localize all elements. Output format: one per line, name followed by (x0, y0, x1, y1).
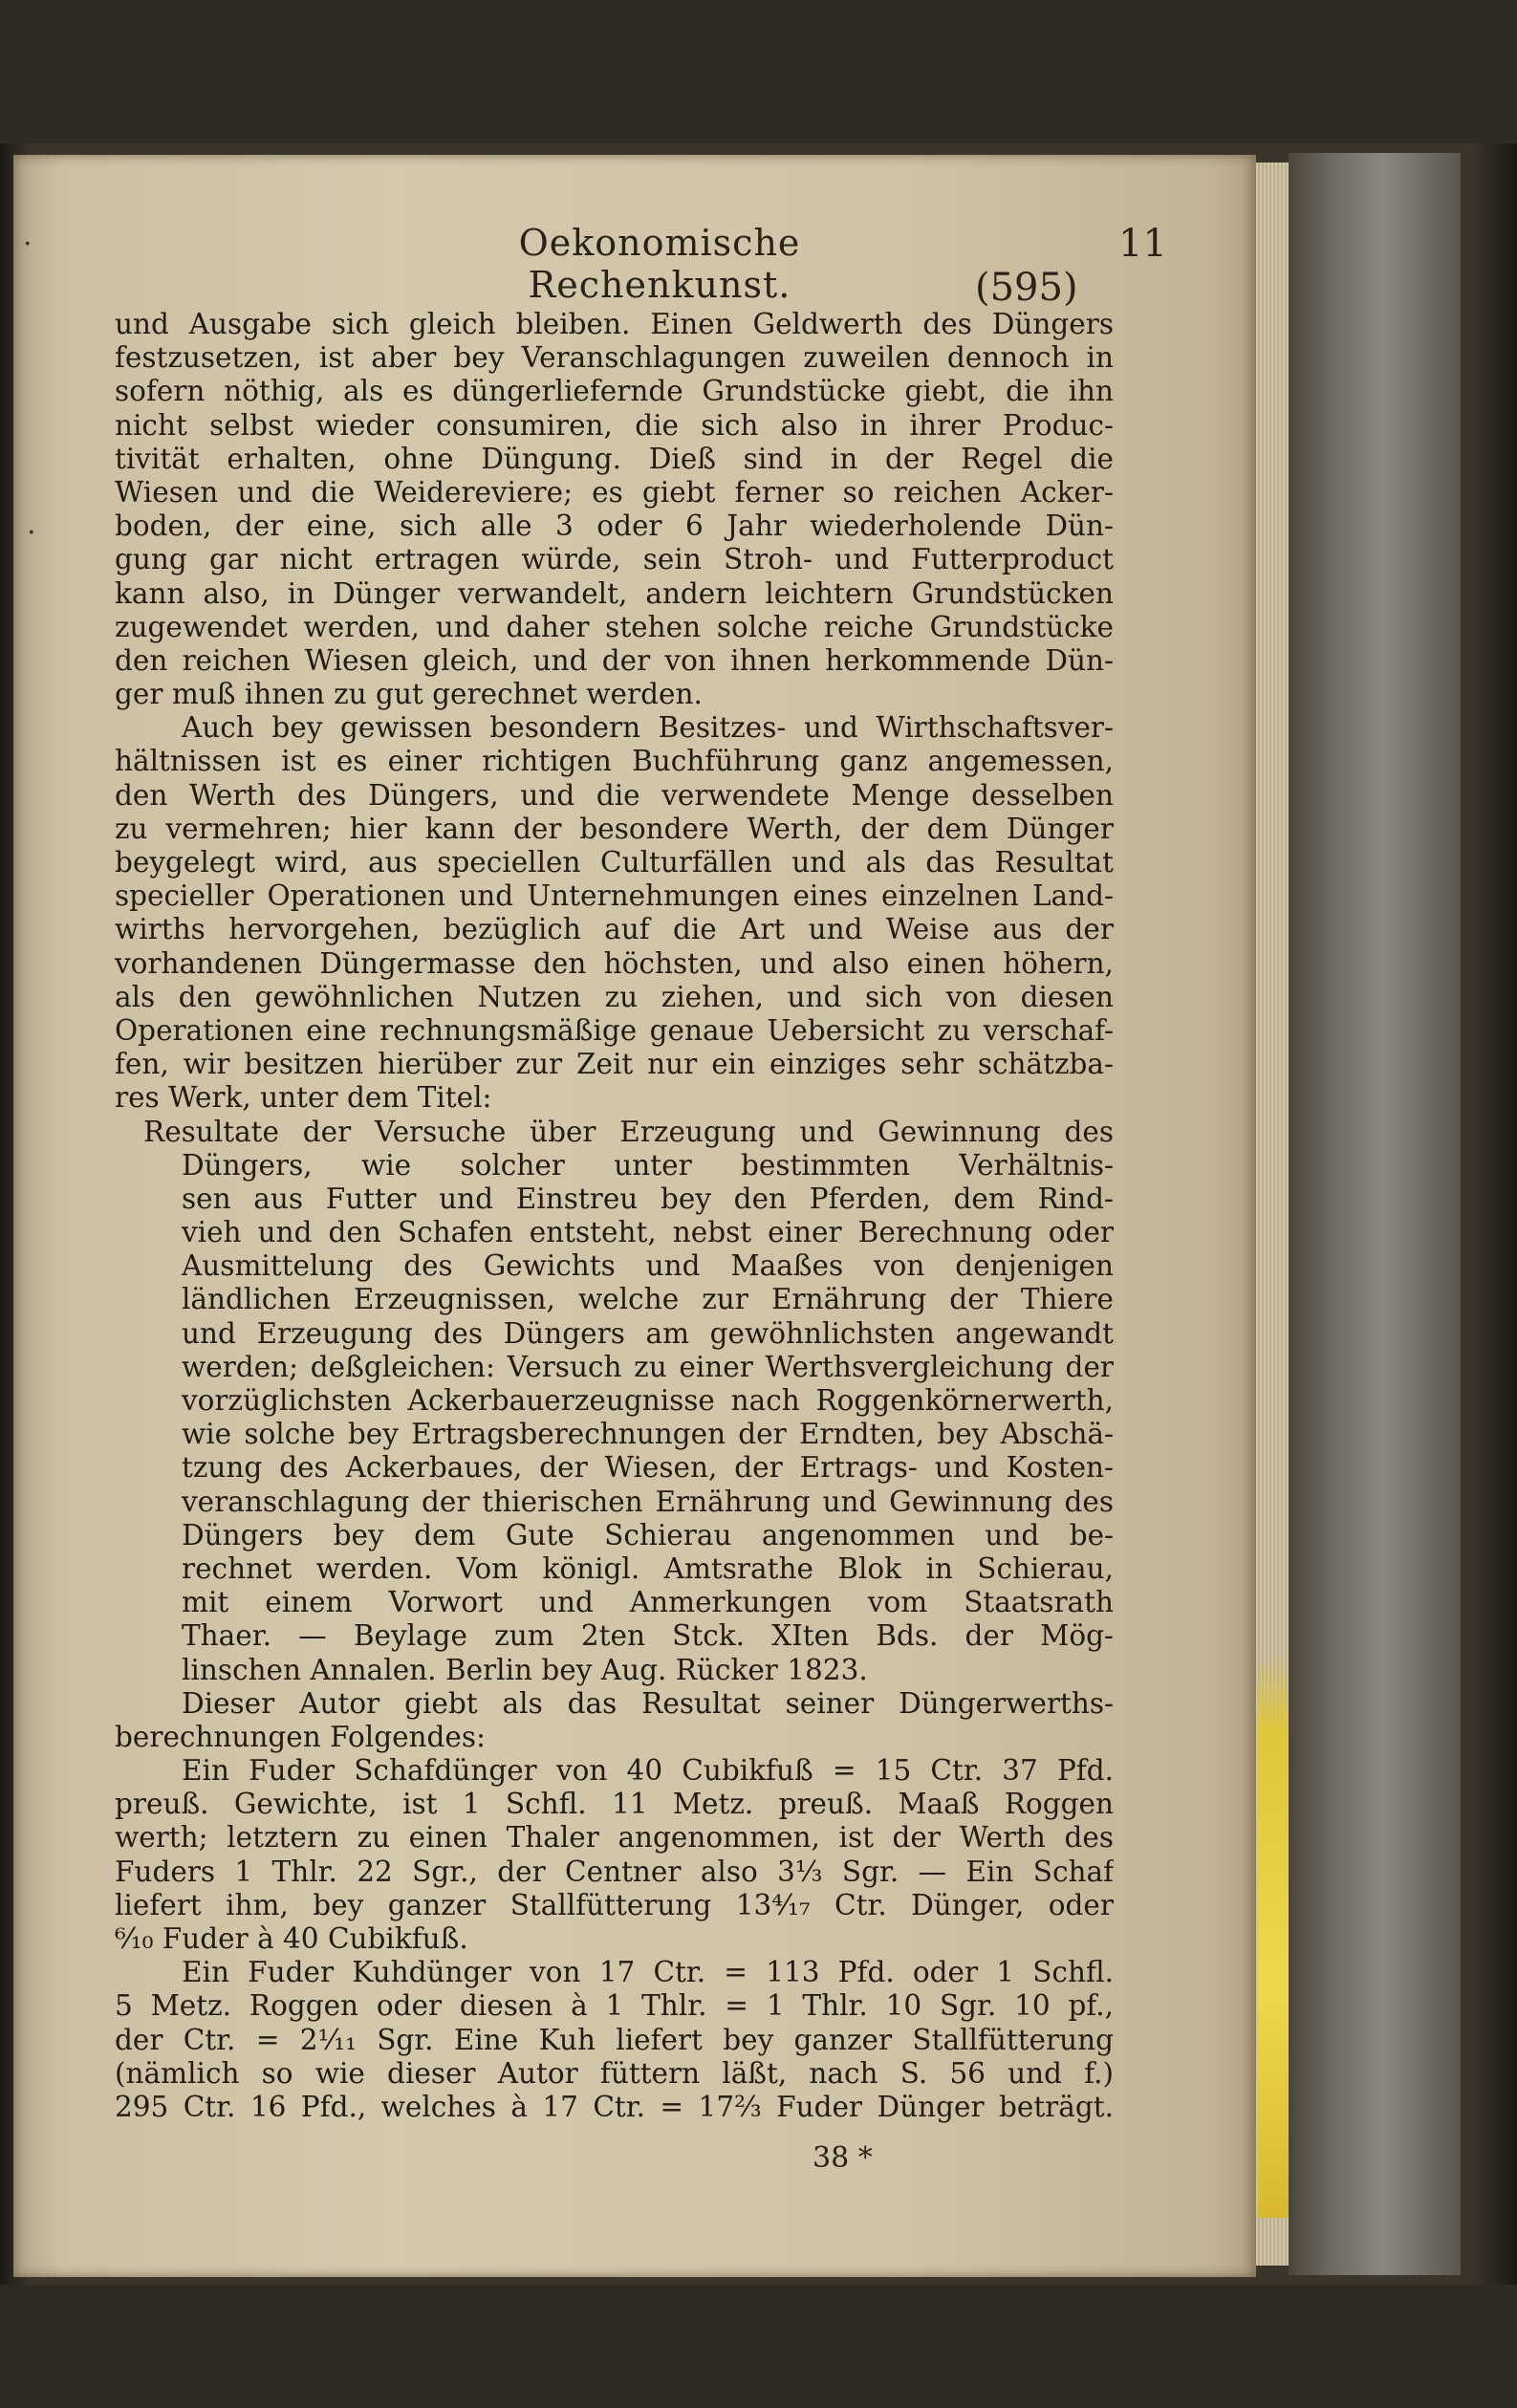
book-title-line: werden; deßgleichen: Versuch zu einer Werthsvergleichung der (182, 1350, 1114, 1383)
book-title-line: rechnet werden. Vom königl. Amtsrathe Blok in Schierau, (182, 1551, 1114, 1585)
text-line: Operationen eine rechnungsmäßige genaue Uebersicht zu verschaf- (115, 1013, 1114, 1047)
book-title-line: veranschlagung der thierischen Ernährung und Gewinnung des (182, 1485, 1114, 1518)
book-title-line: vieh und den Schafen entsteht, nebst einer Berechnung oder (182, 1216, 1114, 1249)
text-line: boden, der eine, sich alle 3 oder 6 Jahr wiederholende Dün- (115, 510, 1114, 543)
book-title-line: Düngers, wie solcher unter bestimmten Verhältnis- (182, 1148, 1114, 1182)
text-line: preuß. Gewichte, ist 1 Schfl. 11 Metz. preuß. Maaß Roggen (115, 1788, 1114, 1821)
text-line: den Werth des Düngers, und die verwendete Menge desselben (115, 778, 1114, 812)
text-line: festzusetzen, ist aber bey Veranschlagungen zuweilen dennoch in (115, 341, 1114, 375)
text-line: vorhandenen Düngermasse den höchsten, und also einen höhern, (115, 946, 1114, 980)
book-title-line: und Erzeugung des Düngers am gewöhnlichsten angewandt (182, 1316, 1114, 1350)
book-title-line: linschen Annalen. Berlin bey Aug. Rücker 1823. (182, 1653, 868, 1686)
text-line: Wiesen und die Weidereviere; es giebt ferner so reichen Acker- (115, 475, 1114, 509)
text-line: Ein Fuder Kuhdünger von 17 Ctr. = 113 Pfd. oder 1 Schfl. (182, 1956, 1114, 1989)
book-title-line: ländlichen Erzeugnissen, welche zur Ernährung der Thiere (182, 1283, 1114, 1316)
text-line: liefert ihm, bey ganzer Stallfütterung 13⁴⁄₁₇ Ctr. Dünger, oder (115, 1888, 1114, 1921)
text-line: wirths hervorgehen, bezüglich auf die Art und Weise aus der (115, 913, 1114, 946)
book-title-line: tzung des Ackerbaues, der Wiesen, der Ertrags- und Kosten- (182, 1451, 1114, 1485)
text-line: nicht selbst wieder consumiren, die sich also in ihrer Produc- (115, 408, 1114, 442)
signature-mark: 38 * (813, 2141, 873, 2175)
text-line: kann also, in Dünger verwandelt, andern leichtern Grundstücken (115, 576, 1114, 610)
text-line: specieller Operationen und Unternehmungen eines einzelnen Land- (115, 879, 1114, 913)
text-line: zu vermehren; hier kann der besondere Werth, der dem Dünger (115, 812, 1114, 845)
text-line: gung gar nicht ertragen würde, sein Stroh- und Futterproduct (115, 543, 1114, 576)
text-line: ⁶⁄₁₀ Fuder à 40 Cubikfuß. (115, 1922, 468, 1955)
text-line: werth; letztern zu einen Thaler angenommen, ist der Werth des (115, 1821, 1114, 1855)
text-line: zugewendet werden, und daher stehen solche reiche Grundstücke (115, 610, 1114, 643)
text-line: beygelegt wird, aus speciellen Culturfällen und als das Resultat (115, 846, 1114, 879)
text-line: Ein Fuder Schafdünger von 40 Cubikfuß = 15 Ctr. 37 Pfd. (182, 1754, 1114, 1788)
text-line: berechnungen Folgendes: (115, 1720, 486, 1753)
book-title-line: wie solche bey Ertragsberechnungen der Erndten, bey Abschä- (182, 1418, 1114, 1451)
page-number: (595) (975, 266, 1078, 310)
cover-board (1289, 153, 1461, 2275)
book-title-line: Ausmittelung des Gewichts und Maaßes von denjenigen (182, 1249, 1114, 1283)
text-line: fen, wir besitzen hierüber zur Zeit nur ein einziges sehr schätzba- (115, 1048, 1114, 1081)
text-line: den reichen Wiesen gleich, und der von ihnen herkommende Dün- (115, 643, 1114, 677)
book-title-line: Thaer. — Beylage zum 2ten Stck. XIten Bds. der Mög- (182, 1619, 1114, 1653)
text-line: (nämlich so wie dieser Autor füttern läßt, nach S. 56 und f.) (115, 2056, 1114, 2090)
text-line: Auch bey gewissen besondern Besitzes- und Wirthschaftsver- (182, 711, 1114, 745)
text-line: als den gewöhnlichen Nutzen zu ziehen, und sich von diesen (115, 980, 1114, 1013)
text-line: hältnissen ist es einer richtigen Buchführung ganz angemessen, (115, 745, 1114, 778)
text-line: der Ctr. = 2¹⁄₁₁ Sgr. Eine Kuh liefert bey ganzer Stallfütterung (115, 2023, 1114, 2056)
book-title-line: vorzüglichsten Ackerbauerzeugnisse nach Roggenkörnerwerth, (182, 1384, 1114, 1417)
running-head: Oekonomische Rechenkunst. (518, 222, 801, 306)
book-title-line: mit einem Vorwort und Anmerkungen vom Staatsrath (182, 1586, 1114, 1619)
book-title-line: Düngers bey dem Gute Schierau angenommen und be- (182, 1518, 1114, 1551)
body-text (115, 308, 1114, 2124)
margin-mark-middle: · (27, 516, 36, 550)
text-line: 295 Ctr. 16 Pfd., welches à 17 Ctr. = 17⅔ Fuder Dünger beträgt. (115, 2090, 1114, 2123)
text-line: ger muß ihnen zu gut gerechnet werden. (115, 678, 703, 711)
text-line: 5 Metz. Roggen oder diesen à 1 Thlr. = 1 Thlr. 10 Sgr. 10 pf., (115, 1989, 1114, 2023)
book-title-line: sen aus Futter und Einstreu bey den Pferden, dem Rind- (182, 1182, 1114, 1215)
text-line: Fuders 1 Thlr. 22 Sgr., der Centner also 3⅓ Sgr. — Ein Schaf (115, 1855, 1114, 1888)
margin-mark-top: · (23, 228, 33, 261)
text-line: und Ausgabe sich gleich bleiben. Einen Geldwerth des Düngers (115, 308, 1114, 340)
section-number: 11 (1118, 222, 1167, 266)
text-line: Dieser Autor giebt als das Resultat seiner Düngerwerths- (182, 1686, 1114, 1720)
text-line: res Werk, unter dem Titel: (115, 1081, 492, 1115)
book-title-line: Resultate der Versuche über Erzeugung und Gewinnung des (143, 1115, 1114, 1148)
text-line: tivität erhalten, ohne Düngung. Dieß sind in der Regel die (115, 442, 1114, 475)
text-line: sofern nöthig, als es düngerliefernde Grundstücke giebt, die ihn (115, 375, 1114, 408)
